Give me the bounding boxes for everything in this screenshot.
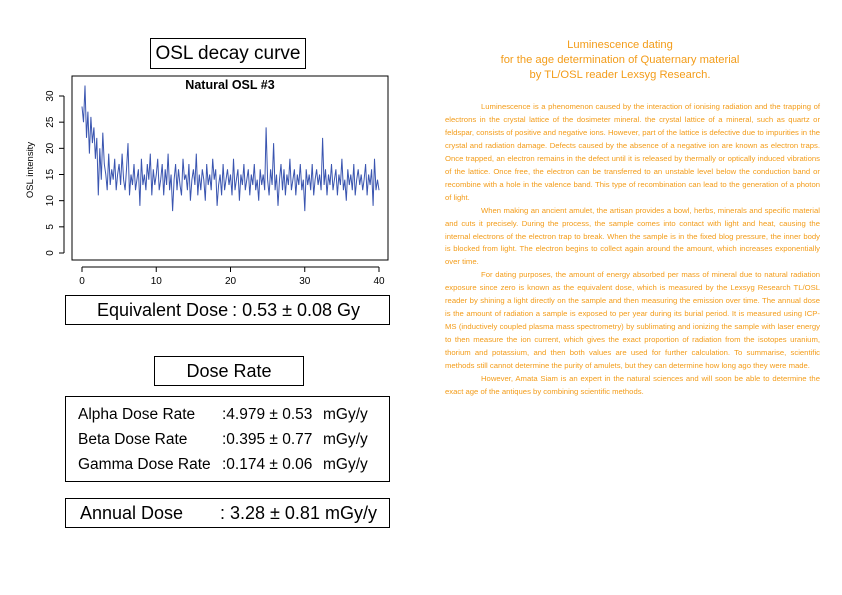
heading-line: by TL/OSL reader Lexsyg Research.: [529, 69, 711, 81]
heading-line: Luminescence dating: [567, 39, 673, 51]
dose-rates-box: [65, 396, 390, 482]
dose-rate-title: [154, 356, 304, 386]
rate-label: Alpha Dose Rate: [78, 406, 196, 423]
x-tick-label: 10: [150, 276, 162, 287]
y-axis-label: OSL intensity: [25, 141, 36, 199]
osl-decay-curve-title: [150, 38, 306, 69]
rate-unit: mGy/y: [323, 431, 368, 448]
paragraph: However, Amata Siam is an expert in the natural sciences and will soon be able to determine the exact age of the antiques by combining scientific methods.: [445, 374, 820, 396]
x-tick-label: 20: [224, 276, 237, 287]
rate-value: :0.174 ± 0.06: [222, 456, 313, 473]
annual-dose-label: Annual Dose: [80, 503, 184, 523]
heading-line: for the age determination of Quaternary material: [500, 54, 740, 66]
paragraph: Luminescence is a phenomenon caused by the interaction of ionising radiation and the trapping of electrons in the crystal lattice of the dosimeter mineral. the crystal lattice of a mineral, such as quartz or feldspar, consists of positive and negative ions. However, part of the lattice is defective due to impurities in the crystal and radiation damage. Defects caused by the absence of a negative ion are known as electron traps. Once trapped, an electron remains in the defect until it is released by thermally or optically induced vibrations of the lattice. Once free, the electron can be transferred to an unstable level below the conduction band or recombine with a hole in the valence band. This type of recombination can lead to the generation of a photon of light.: [445, 102, 820, 202]
article-body: [445, 101, 820, 399]
x-tick-label: 30: [299, 276, 311, 287]
y-tick-label: 20: [45, 142, 56, 154]
rate-unit: mGy/y: [323, 406, 368, 423]
annual-dose-box: [65, 498, 390, 528]
dose-rate-title-text: Dose Rate: [186, 360, 272, 381]
rate-value: :0.395 ± 0.77: [222, 431, 313, 448]
osl-series-line: [82, 86, 379, 212]
y-tick-label: 25: [45, 116, 56, 128]
paragraph: When making an ancient amulet, the artisan provides a bowl, herbs, minerals and specific material and cuts it precisely. During the process, the sample comes into contact with light and heat, causing the internal electrons of the electron trap to break. When the sample is in the fixed blog pressure, the inner body is blocked from light. The electron begins to collect again around the amount, which increases exponentially over time.: [445, 205, 820, 267]
paragraph: For dating purposes, the amount of energy absorbed per mass of mineral due to natural radiation exposure since zero is known as the equivalent dose, which is measured by the Lexsyg Research TL/OSL reader by shining a light directly on the sample and then measuring the emission over time. The annual dose is the amount of radiation a sample is exposed to per year during its burial period. It is measured using ICP-MS (inductively coupled plasma mass spectrometry) by sublimating and ionizing the sample with laser energy to then measure the ion current, which gives the exact proportion of radiation from the isotopes uranium, thorium and potassium, and then both values are used for further calculation. To summarise, scientific methods still cannot determine the purity of amulets, but they can determine how long ago they were made.: [445, 270, 820, 371]
chart-title: Natural OSL #3: [185, 78, 275, 92]
rate-value: :4.979 ± 0.53: [222, 406, 313, 423]
x-tick-label: 0: [79, 276, 85, 287]
osl-title-text: OSL decay curve: [155, 42, 301, 64]
equivalent-dose-box: [65, 295, 390, 325]
rate-unit: mGy/y: [323, 456, 368, 473]
y-tick-label: 30: [45, 90, 56, 102]
osl-decay-chart: [0, 72, 420, 294]
rate-label: Beta Dose Rate: [78, 431, 188, 448]
equivalent-dose-value: : 0.53 ± 0.08 Gy: [232, 299, 361, 320]
y-tick-label: 15: [45, 168, 56, 181]
x-tick-label: 40: [373, 276, 385, 287]
y-tick-label: 0: [45, 250, 56, 256]
y-tick-label: 5: [45, 224, 56, 230]
annual-dose-value: : 3.28 ± 0.81 mGy/y: [220, 503, 377, 523]
y-tick-label: 10: [45, 195, 56, 207]
rate-label: Gamma Dose Rate: [78, 456, 211, 473]
equivalent-dose-label: Equivalent Dose: [97, 299, 229, 320]
article-heading: [470, 38, 770, 83]
